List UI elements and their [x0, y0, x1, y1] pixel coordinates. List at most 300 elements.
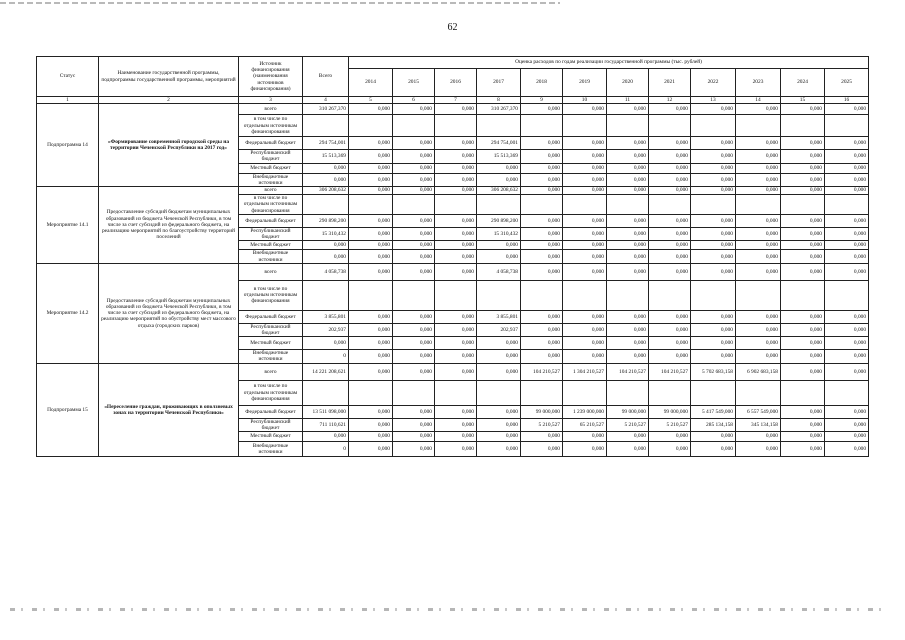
- row-value: 15 310,432: [477, 228, 521, 241]
- column-number: 5: [349, 97, 393, 104]
- row-value: 0,000: [691, 350, 736, 363]
- row-value: 0,000: [736, 163, 781, 173]
- row-value: 4 058,738: [477, 263, 521, 280]
- row-source: Республиканский бюджет: [239, 418, 303, 431]
- row-value: 0,000: [781, 187, 825, 195]
- row-value: 0,000: [563, 241, 607, 250]
- row-value: 0,000: [781, 215, 825, 228]
- row-value: 0,000: [781, 432, 825, 442]
- row-value: 0,000: [521, 215, 563, 228]
- row-value: 0,000: [649, 350, 691, 363]
- row-value: 0,000: [691, 215, 736, 228]
- row-value: 0,000: [736, 228, 781, 241]
- header-year: 2017: [477, 69, 521, 97]
- row-value: 0,000: [649, 442, 691, 457]
- row-value: 0,000: [649, 187, 691, 195]
- row-value: 0,000: [563, 432, 607, 442]
- row-value: [563, 380, 607, 405]
- row-value: [477, 195, 521, 215]
- row-value: 0,000: [649, 323, 691, 336]
- row-value: [781, 380, 825, 405]
- column-number: 2: [99, 97, 239, 104]
- row-value: [349, 195, 393, 215]
- row-value: 0,000: [477, 241, 521, 250]
- row-value: 0,000: [393, 137, 435, 150]
- row-value: 0,000: [521, 187, 563, 195]
- row-value: 0,000: [649, 150, 691, 163]
- row-name: Предоставление субсидий бюджетам муниципальных образований из бюджета Чеченской Республики, в том числе за счет субсидий из федерального бюджета, на реализацию мероприятий по обустройству мест массового отдыха (городских парков): [99, 263, 239, 363]
- row-value: 0,000: [563, 137, 607, 150]
- header-year: 2018: [521, 69, 563, 97]
- row-value: 0,000: [303, 241, 349, 250]
- row-value: 0,000: [435, 405, 477, 418]
- row-status: Мероприятие 14.2: [37, 263, 99, 363]
- row-status: Подпрограмма 14: [37, 104, 99, 187]
- row-value: 0,000: [521, 337, 563, 350]
- row-value: [349, 280, 393, 310]
- row-value: 0,000: [781, 442, 825, 457]
- row-value: 0,000: [393, 442, 435, 457]
- header-year: 2016: [435, 69, 477, 97]
- row-value: 0,000: [349, 337, 393, 350]
- row-value: 0,000: [825, 150, 869, 163]
- row-value: [477, 115, 521, 137]
- row-value: 0,000: [393, 187, 435, 195]
- row-value: 0,000: [825, 418, 869, 431]
- row-status: Мероприятие 14.1: [37, 187, 99, 264]
- row-value: 15 310,432: [303, 228, 349, 241]
- row-value: [393, 380, 435, 405]
- row-value: 0,000: [435, 241, 477, 250]
- row-value: 0,000: [521, 163, 563, 173]
- row-value: 104 210,527: [521, 363, 563, 380]
- scan-artifact-top: [0, 2, 560, 4]
- row-value: 0,000: [649, 228, 691, 241]
- row-value: 0,000: [607, 215, 649, 228]
- header-year: 2025: [825, 69, 869, 97]
- row-value: 0,000: [781, 350, 825, 363]
- row-value: 0,000: [393, 310, 435, 323]
- row-value: [607, 115, 649, 137]
- row-value: 0: [303, 442, 349, 457]
- row-value: 0,000: [349, 250, 393, 263]
- row-value: 0,000: [691, 442, 736, 457]
- row-value: 0,000: [736, 337, 781, 350]
- row-source: в том числе по отдельным источникам финансирования: [239, 115, 303, 137]
- row-value: 0,000: [303, 337, 349, 350]
- row-value: 0,000: [521, 250, 563, 263]
- row-source: всего: [239, 104, 303, 115]
- row-value: 4 058,738: [303, 263, 349, 280]
- row-value: 0,000: [477, 350, 521, 363]
- row-value: 0,000: [825, 350, 869, 363]
- row-value: 0,000: [435, 137, 477, 150]
- row-source: Внебюджетные источники: [239, 250, 303, 263]
- header-year: 2015: [393, 69, 435, 97]
- row-value: 0,000: [477, 432, 521, 442]
- row-value: 0,000: [521, 137, 563, 150]
- row-value: 99 000,000: [649, 405, 691, 418]
- row-value: [649, 115, 691, 137]
- row-value: 285 134,158: [691, 418, 736, 431]
- column-number: 12: [649, 97, 691, 104]
- row-source: Внебюджетные источники: [239, 350, 303, 363]
- header-year: 2020: [607, 69, 649, 97]
- row-value: 0,000: [691, 241, 736, 250]
- row-value: 0,000: [825, 405, 869, 418]
- header-year: 2022: [691, 69, 736, 97]
- row-source: Федеральный бюджет: [239, 137, 303, 150]
- row-value: 0,000: [563, 163, 607, 173]
- row-value: 104 210,527: [649, 363, 691, 380]
- row-value: [736, 195, 781, 215]
- row-value: [649, 280, 691, 310]
- row-value: 0,000: [736, 187, 781, 195]
- row-source: в том числе по отдельным источникам финансирования: [239, 380, 303, 405]
- row-value: 0,000: [691, 263, 736, 280]
- row-value: 0,000: [477, 163, 521, 173]
- row-value: 0,000: [649, 250, 691, 263]
- row-value: 0,000: [521, 263, 563, 280]
- header-year: 2019: [563, 69, 607, 97]
- row-value: 0,000: [393, 173, 435, 186]
- row-value: [607, 195, 649, 215]
- row-value: 0,000: [607, 323, 649, 336]
- row-value: 0,000: [435, 310, 477, 323]
- header-year: 2024: [781, 69, 825, 97]
- column-number: 11: [607, 97, 649, 104]
- row-value: 0,000: [649, 432, 691, 442]
- row-value: 0,000: [607, 432, 649, 442]
- row-value: 15 513,369: [477, 150, 521, 163]
- row-value: 0,000: [563, 263, 607, 280]
- row-value: 0,000: [607, 241, 649, 250]
- row-name: Предоставление субсидий бюджетам муниципальных образований из бюджета Чеченской Республики, в том числе за счет субсидий из федерального бюджета, на реализацию мероприятий по благоустройству территорий поселений: [99, 187, 239, 264]
- row-value: 0,000: [825, 215, 869, 228]
- row-value: 0,000: [825, 163, 869, 173]
- row-source: Внебюджетные источники: [239, 442, 303, 457]
- row-value: 6 557 549,000: [736, 405, 781, 418]
- row-value: [691, 380, 736, 405]
- row-value: 0,000: [435, 187, 477, 195]
- column-number: 6: [393, 97, 435, 104]
- row-value: [825, 195, 869, 215]
- row-value: 1 304 210,527: [563, 363, 607, 380]
- row-value: 0,000: [521, 104, 563, 115]
- row-value: 0,000: [393, 241, 435, 250]
- row-value: 0,000: [393, 250, 435, 263]
- row-source: в том числе по отдельным источникам финансирования: [239, 280, 303, 310]
- row-value: 0,000: [521, 442, 563, 457]
- header-estimate: Оценка расходов по годам реализации государственной программы (тыс. рублей): [349, 57, 869, 69]
- row-value: 0,000: [435, 228, 477, 241]
- row-value: [521, 280, 563, 310]
- row-value: 3 855,801: [303, 310, 349, 323]
- row-value: 0,000: [607, 228, 649, 241]
- row-value: 0,000: [607, 187, 649, 195]
- row-value: 0,000: [736, 215, 781, 228]
- row-value: 14 221 208,621: [303, 363, 349, 380]
- row-value: 104 210,527: [607, 363, 649, 380]
- row-value: 0,000: [649, 241, 691, 250]
- row-value: 0,000: [435, 418, 477, 431]
- row-value: [736, 280, 781, 310]
- column-number: 14: [736, 97, 781, 104]
- row-value: 0,000: [477, 337, 521, 350]
- row-value: [649, 380, 691, 405]
- row-value: 0,000: [781, 363, 825, 380]
- row-value: 0,000: [825, 310, 869, 323]
- row-value: 0,000: [563, 310, 607, 323]
- row-value: 306 208,632: [303, 187, 349, 195]
- row-value: 0,000: [477, 363, 521, 380]
- row-value: 0,000: [607, 350, 649, 363]
- row-value: [691, 195, 736, 215]
- row-value: 0,000: [303, 163, 349, 173]
- row-value: 0,000: [349, 432, 393, 442]
- row-value: 0,000: [649, 263, 691, 280]
- row-value: 0,000: [607, 263, 649, 280]
- header-year: 2021: [649, 69, 691, 97]
- row-value: 0,000: [477, 405, 521, 418]
- column-number-row: [37, 97, 869, 104]
- row-value: 0,000: [349, 150, 393, 163]
- row-value: 0,000: [435, 215, 477, 228]
- row-value: 0,000: [825, 241, 869, 250]
- row-value: 0,000: [521, 432, 563, 442]
- row-value: 0,000: [649, 137, 691, 150]
- row-value: 0,000: [781, 163, 825, 173]
- row-value: 310 267,370: [477, 104, 521, 115]
- row-value: [649, 195, 691, 215]
- row-value: 0,000: [736, 432, 781, 442]
- row-value: 0,000: [349, 241, 393, 250]
- row-value: 1 239 000,000: [563, 405, 607, 418]
- row-value: [435, 195, 477, 215]
- row-value: 0,000: [349, 405, 393, 418]
- row-value: 0,000: [349, 350, 393, 363]
- row-value: 0,000: [393, 405, 435, 418]
- column-number: 1: [37, 97, 99, 104]
- row-value: 0,000: [563, 250, 607, 263]
- row-value: 0,000: [691, 150, 736, 163]
- row-value: 0,000: [393, 350, 435, 363]
- table-row: [37, 363, 869, 380]
- row-value: 0,000: [521, 350, 563, 363]
- row-value: 0,000: [393, 228, 435, 241]
- row-value: 294 754,001: [303, 137, 349, 150]
- row-value: 99 000,000: [521, 405, 563, 418]
- row-value: 13 511 098,000: [303, 405, 349, 418]
- budget-table: [36, 56, 869, 457]
- row-value: 0,000: [607, 173, 649, 186]
- row-value: 0,000: [607, 250, 649, 263]
- row-value: 0,000: [607, 337, 649, 350]
- row-value: 0,000: [825, 323, 869, 336]
- row-value: [303, 280, 349, 310]
- row-value: 0,000: [825, 187, 869, 195]
- row-value: 0,000: [649, 104, 691, 115]
- header-row: [37, 57, 869, 69]
- row-value: [781, 195, 825, 215]
- row-value: 0,000: [736, 241, 781, 250]
- row-value: 290 898,200: [303, 215, 349, 228]
- row-value: [563, 115, 607, 137]
- row-value: [393, 115, 435, 137]
- row-value: 0,000: [477, 418, 521, 431]
- row-value: 0,000: [781, 173, 825, 186]
- row-value: 0,000: [393, 323, 435, 336]
- row-value: 0,000: [691, 310, 736, 323]
- row-value: 0,000: [393, 432, 435, 442]
- row-value: 0,000: [435, 173, 477, 186]
- row-value: 0,000: [435, 432, 477, 442]
- row-value: 0,000: [736, 137, 781, 150]
- row-value: 0,000: [607, 442, 649, 457]
- row-value: 0,000: [435, 150, 477, 163]
- row-value: 0,000: [435, 337, 477, 350]
- column-number: 10: [563, 97, 607, 104]
- row-value: 5 210,527: [607, 418, 649, 431]
- row-source: Республиканский бюджет: [239, 150, 303, 163]
- row-value: 99 000,000: [607, 405, 649, 418]
- row-value: [303, 195, 349, 215]
- row-source: всего: [239, 363, 303, 380]
- row-value: 0,000: [825, 250, 869, 263]
- row-value: 290 898,200: [477, 215, 521, 228]
- row-source: Республиканский бюджет: [239, 323, 303, 336]
- column-number: 3: [239, 97, 303, 104]
- row-value: 6 902 683,158: [736, 363, 781, 380]
- row-value: 0,000: [349, 310, 393, 323]
- row-value: [736, 115, 781, 137]
- row-value: 0,000: [825, 337, 869, 350]
- header-year: 2023: [736, 69, 781, 97]
- row-value: 0,000: [563, 187, 607, 195]
- row-value: 0,000: [825, 432, 869, 442]
- row-value: 0,000: [607, 137, 649, 150]
- row-value: 202,937: [477, 323, 521, 336]
- row-value: [607, 280, 649, 310]
- row-value: 0,000: [303, 250, 349, 263]
- row-value: 0,000: [781, 418, 825, 431]
- row-value: 0,000: [825, 228, 869, 241]
- column-number: 7: [435, 97, 477, 104]
- row-value: [521, 380, 563, 405]
- row-value: 0,000: [736, 150, 781, 163]
- row-value: 0,000: [393, 104, 435, 115]
- row-value: [435, 380, 477, 405]
- row-value: 0,000: [691, 163, 736, 173]
- row-value: 0,000: [649, 215, 691, 228]
- row-value: 0,000: [303, 432, 349, 442]
- row-value: [477, 380, 521, 405]
- row-value: 0,000: [563, 173, 607, 186]
- row-value: 0,000: [649, 310, 691, 323]
- row-value: 0,000: [691, 250, 736, 263]
- row-value: 0,000: [563, 323, 607, 336]
- row-value: 0,000: [435, 104, 477, 115]
- row-value: 0,000: [435, 250, 477, 263]
- row-value: 0,000: [435, 442, 477, 457]
- row-value: 0,000: [781, 337, 825, 350]
- row-value: 0,000: [736, 442, 781, 457]
- row-value: 5 210,527: [521, 418, 563, 431]
- row-value: 0,000: [736, 173, 781, 186]
- row-value: 0,000: [349, 228, 393, 241]
- row-value: 0,000: [521, 310, 563, 323]
- row-value: 0,000: [691, 173, 736, 186]
- row-value: 0,000: [649, 173, 691, 186]
- row-value: [349, 115, 393, 137]
- row-value: 0,000: [825, 173, 869, 186]
- row-value: [393, 195, 435, 215]
- row-source: Федеральный бюджет: [239, 405, 303, 418]
- row-value: 310 267,370: [303, 104, 349, 115]
- row-value: 0,000: [607, 150, 649, 163]
- row-value: 5 210,527: [649, 418, 691, 431]
- row-value: 294 754,001: [477, 137, 521, 150]
- row-value: 0,000: [349, 173, 393, 186]
- row-value: 0,000: [563, 228, 607, 241]
- table-row: [37, 187, 869, 195]
- row-value: 0,000: [477, 173, 521, 186]
- row-value: 0,000: [691, 187, 736, 195]
- row-value: [521, 115, 563, 137]
- row-value: 0,000: [607, 310, 649, 323]
- row-value: 711 110,621: [303, 418, 349, 431]
- row-value: 0,000: [736, 263, 781, 280]
- row-value: 0,000: [349, 263, 393, 280]
- row-value: 15 513,369: [303, 150, 349, 163]
- row-value: 0,000: [393, 363, 435, 380]
- row-value: 0,000: [563, 150, 607, 163]
- row-value: 0,000: [563, 104, 607, 115]
- row-value: 0,000: [349, 187, 393, 195]
- row-value: [691, 115, 736, 137]
- row-value: 0,000: [563, 350, 607, 363]
- row-source: Республиканский бюджет: [239, 228, 303, 241]
- row-name: «Формирование современной городской среды на территории Чеченской Республики на 2017 год»: [99, 104, 239, 187]
- row-value: 65 210,527: [563, 418, 607, 431]
- row-value: 0,000: [781, 310, 825, 323]
- row-value: 0,000: [349, 442, 393, 457]
- row-source: в том числе по отдельным источникам финансирования: [239, 195, 303, 215]
- row-value: 0,000: [825, 137, 869, 150]
- row-value: 0,000: [649, 337, 691, 350]
- row-source: Федеральный бюджет: [239, 215, 303, 228]
- row-value: [477, 280, 521, 310]
- row-source: Внебюджетные источники: [239, 173, 303, 186]
- row-value: 0,000: [691, 228, 736, 241]
- row-value: [303, 115, 349, 137]
- row-value: 0,000: [691, 137, 736, 150]
- row-value: 0,000: [435, 263, 477, 280]
- row-value: 0,000: [781, 228, 825, 241]
- row-value: 0,000: [781, 150, 825, 163]
- row-value: 0,000: [303, 173, 349, 186]
- row-value: [563, 280, 607, 310]
- page-number: 62: [447, 22, 458, 33]
- row-value: 0,000: [435, 163, 477, 173]
- row-value: [781, 280, 825, 310]
- row-value: 0,000: [393, 215, 435, 228]
- row-value: 0,000: [349, 418, 393, 431]
- column-number: 9: [521, 97, 563, 104]
- row-value: 0,000: [563, 337, 607, 350]
- row-value: [736, 380, 781, 405]
- row-value: 0,000: [521, 323, 563, 336]
